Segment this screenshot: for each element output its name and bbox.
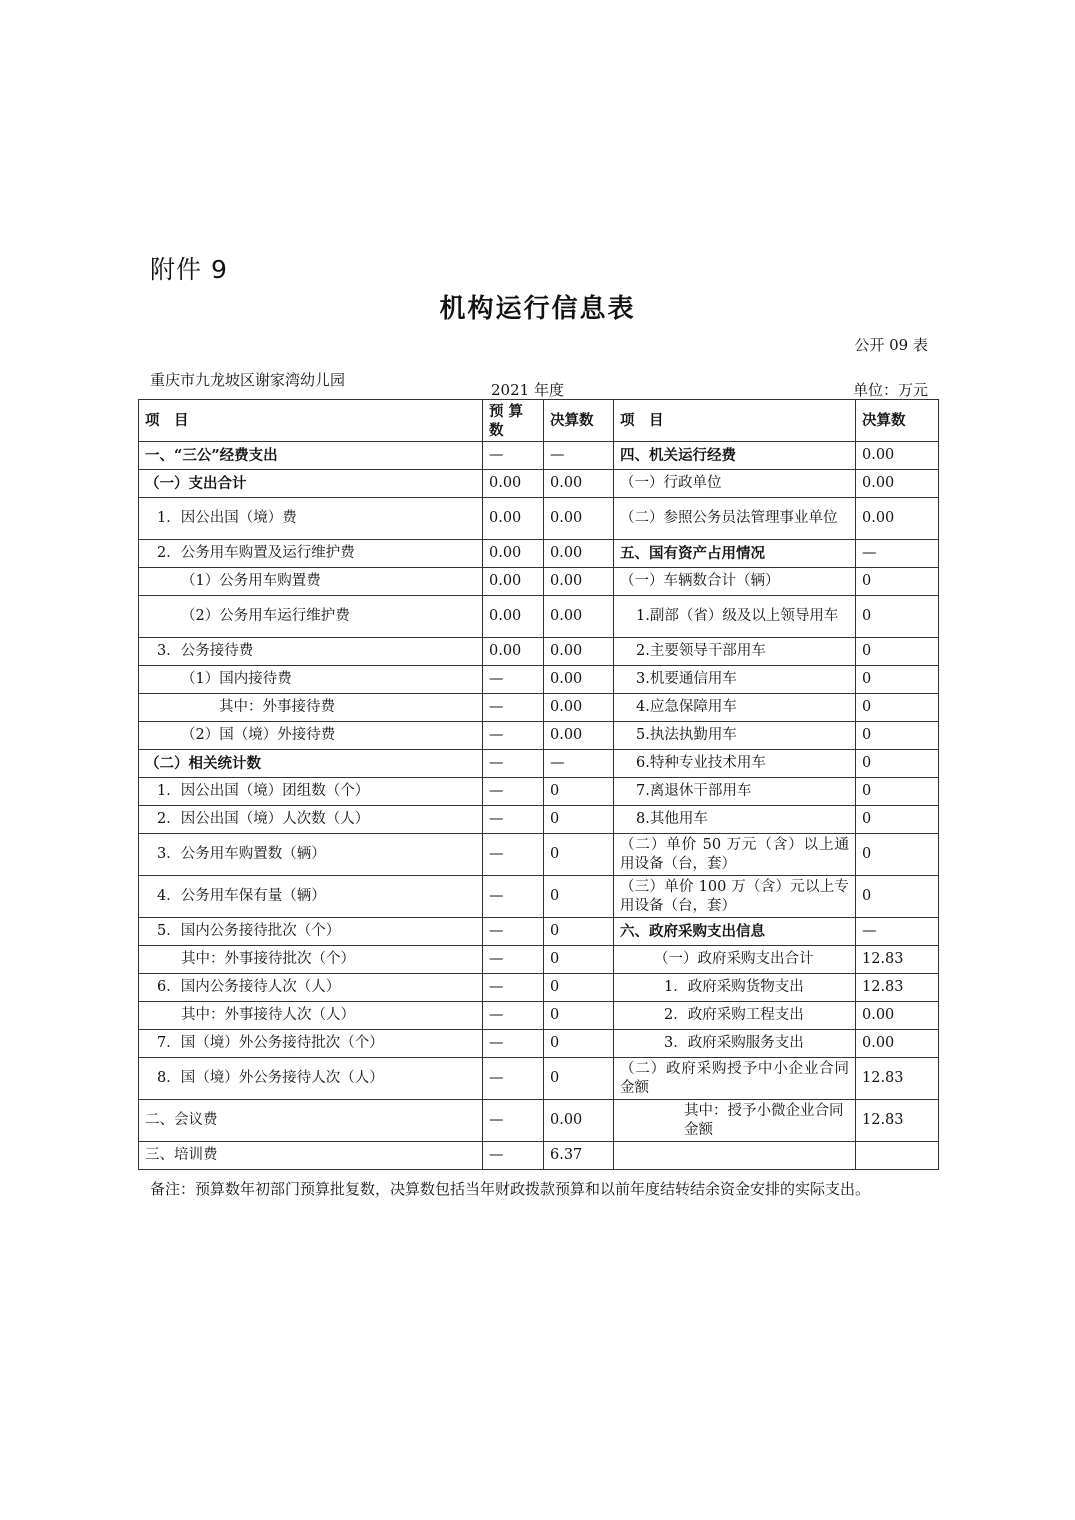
right-value: 0 (856, 638, 939, 666)
right-item: 1.副部（省）级及以上领导用车 (614, 596, 856, 638)
budget-value: — (483, 722, 544, 750)
final-value: 0 (544, 834, 614, 876)
final-value: — (544, 750, 614, 778)
final-value: 0.00 (544, 540, 614, 568)
budget-value: — (483, 666, 544, 694)
budget-value: — (483, 876, 544, 918)
table-row (139, 834, 939, 876)
right-value: 0 (856, 806, 939, 834)
left-item: （2）公务用车运行维护费 (139, 596, 483, 638)
final-value: 0 (544, 946, 614, 974)
budget-value: — (483, 946, 544, 974)
final-value: 0.00 (544, 694, 614, 722)
right-item: 2．政府采购工程支出 (614, 1002, 856, 1030)
header-budget: 预 算数 (483, 400, 544, 442)
left-item: （1）公务用车购置费 (139, 568, 483, 596)
right-item: （一）车辆数合计（辆） (614, 568, 856, 596)
right-item: 2.主要领导干部用车 (614, 638, 856, 666)
right-item: 5.执法执勤用车 (614, 722, 856, 750)
footnote: 备注：预算数年初部门预算批复数，决算数包括当年财政拨款预算和以前年度结转结余资金安排的实际支出。 (150, 1180, 871, 1198)
right-value: 0.00 (856, 470, 939, 498)
budget-value: 0.00 (483, 568, 544, 596)
left-item: （1）国内接待费 (139, 666, 483, 694)
left-item: 二、会议费 (139, 1100, 483, 1142)
final-value: 0 (544, 1030, 614, 1058)
left-item: （二）相关统计数 (139, 750, 483, 778)
left-item: 一、“三公”经费支出 (139, 442, 483, 470)
left-item: 2．公务用车购置及运行维护费 (139, 540, 483, 568)
right-item: （二）单价 50 万元（含）以上通用设备（台，套） (614, 834, 856, 876)
table-row (139, 750, 939, 778)
right-value: 12.83 (856, 946, 939, 974)
right-item: （三）单价 100 万（含）元以上专用设备（台，套） (614, 876, 856, 918)
left-item: 3．公务用车购置数（辆） (139, 834, 483, 876)
right-item: 8.其他用车 (614, 806, 856, 834)
right-item: 3．政府采购服务支出 (614, 1030, 856, 1058)
right-value (856, 1142, 939, 1170)
right-item: 1．政府采购货物支出 (614, 974, 856, 1002)
page-title: 机构运行信息表 (439, 294, 636, 324)
table-row (139, 918, 939, 946)
right-item: 四、机关运行经费 (614, 442, 856, 470)
budget-value: 0.00 (483, 638, 544, 666)
right-value: 0 (856, 876, 939, 918)
left-item: 1．因公出国（境）团组数（个） (139, 778, 483, 806)
table-row (139, 470, 939, 498)
budget-value: 0.00 (483, 470, 544, 498)
table-row (139, 498, 939, 540)
final-value: 0.00 (544, 568, 614, 596)
right-item: 其中：授予小微企业合同金额 (614, 1100, 856, 1142)
final-value: 0 (544, 778, 614, 806)
right-item: （二）政府采购授予中小企业合同金额 (614, 1058, 856, 1100)
header-item-left: 项 目 (139, 400, 483, 442)
right-value: 12.83 (856, 974, 939, 1002)
right-value: 12.83 (856, 1100, 939, 1142)
budget-value: — (483, 1030, 544, 1058)
final-value: 0 (544, 1058, 614, 1100)
left-item: 7．国（境）外公务接待批次（个） (139, 1030, 483, 1058)
budget-value: 0.00 (483, 596, 544, 638)
organization-name: 重庆市九龙坡区谢家湾幼儿园 (150, 371, 346, 389)
right-item: 五、国有资产占用情况 (614, 540, 856, 568)
final-value: 0.00 (544, 470, 614, 498)
table-row (139, 568, 939, 596)
left-item: 4．公务用车保有量（辆） (139, 876, 483, 918)
table-row (139, 722, 939, 750)
final-value: 0.00 (544, 498, 614, 540)
right-value: 0 (856, 694, 939, 722)
header-item-right: 项 目 (614, 400, 856, 442)
budget-value: — (483, 442, 544, 470)
table-row (139, 974, 939, 1002)
left-item: 8．国（境）外公务接待人次（人） (139, 1058, 483, 1100)
right-value: 0 (856, 834, 939, 876)
budget-value: — (483, 1058, 544, 1100)
left-item: 其中：外事接待批次（个） (139, 946, 483, 974)
right-item: 6.特种专业技术用车 (614, 750, 856, 778)
right-value: 0.00 (856, 1030, 939, 1058)
budget-value: — (483, 1100, 544, 1142)
budget-value: — (483, 778, 544, 806)
form-number: 公开 09 表 (854, 336, 928, 354)
right-item: 7.离退休干部用车 (614, 778, 856, 806)
final-value: 0.00 (544, 666, 614, 694)
left-item: （2）国（境）外接待费 (139, 722, 483, 750)
right-value: 0 (856, 722, 939, 750)
final-value: 0.00 (544, 722, 614, 750)
budget-value: — (483, 750, 544, 778)
attachment-label: 附件 9 (150, 255, 228, 284)
table-row (139, 778, 939, 806)
unit-label: 单位：万元 (852, 381, 928, 399)
right-value: 0.00 (856, 442, 939, 470)
final-value: 0.00 (544, 638, 614, 666)
budget-value: — (483, 1002, 544, 1030)
table-row (139, 946, 939, 974)
budget-value: — (483, 806, 544, 834)
left-item: 5．国内公务接待批次（个） (139, 918, 483, 946)
fiscal-year: 2021 年度 (491, 381, 564, 399)
header-final-right: 决算数 (856, 400, 939, 442)
final-value: 6.37 (544, 1142, 614, 1170)
budget-value: — (483, 974, 544, 1002)
table-row (139, 666, 939, 694)
table-row (139, 442, 939, 470)
right-value: 0 (856, 750, 939, 778)
right-value: 0 (856, 778, 939, 806)
right-item (614, 1142, 856, 1170)
table-row (139, 876, 939, 918)
budget-value: — (483, 834, 544, 876)
right-item: 4.应急保障用车 (614, 694, 856, 722)
table-row (139, 1030, 939, 1058)
budget-value: — (483, 694, 544, 722)
table-header-row (139, 400, 939, 442)
right-item: （二）参照公务员法管理事业单位 (614, 498, 856, 540)
final-value: 0 (544, 974, 614, 1002)
table-row (139, 1002, 939, 1030)
final-value: — (544, 442, 614, 470)
table-row (139, 540, 939, 568)
final-value: 0 (544, 918, 614, 946)
header-final-left: 决算数 (544, 400, 614, 442)
final-value: 0 (544, 1002, 614, 1030)
left-item: 其中：外事接待费 (139, 694, 483, 722)
right-value: 0 (856, 568, 939, 596)
final-value: 0.00 (544, 1100, 614, 1142)
left-item: 2．因公出国（境）人次数（人） (139, 806, 483, 834)
final-value: 0 (544, 876, 614, 918)
right-item: 3.机要通信用车 (614, 666, 856, 694)
left-item: （一）支出合计 (139, 470, 483, 498)
table-row (139, 806, 939, 834)
budget-value: 0.00 (483, 498, 544, 540)
budget-value: — (483, 918, 544, 946)
left-item: 其中：外事接待人次（人） (139, 1002, 483, 1030)
right-value: — (856, 540, 939, 568)
info-table (138, 399, 939, 1170)
right-value: 0 (856, 596, 939, 638)
table-row (139, 694, 939, 722)
final-value: 0 (544, 806, 614, 834)
table-row (139, 1142, 939, 1170)
budget-value: — (483, 1142, 544, 1170)
right-value: 0.00 (856, 1002, 939, 1030)
right-value: — (856, 918, 939, 946)
right-value: 12.83 (856, 1058, 939, 1100)
left-item: 6．国内公务接待人次（人） (139, 974, 483, 1002)
budget-value: 0.00 (483, 540, 544, 568)
final-value: 0.00 (544, 596, 614, 638)
left-item: 1．因公出国（境）费 (139, 498, 483, 540)
left-item: 三、培训费 (139, 1142, 483, 1170)
right-value: 0 (856, 666, 939, 694)
right-item: （一）行政单位 (614, 470, 856, 498)
right-item: 六、政府采购支出信息 (614, 918, 856, 946)
right-value: 0.00 (856, 498, 939, 540)
table-row (139, 1100, 939, 1142)
left-item: 3．公务接待费 (139, 638, 483, 666)
table-row (139, 596, 939, 638)
table-row (139, 638, 939, 666)
table-row (139, 1058, 939, 1100)
right-item: （一）政府采购支出合计 (614, 946, 856, 974)
